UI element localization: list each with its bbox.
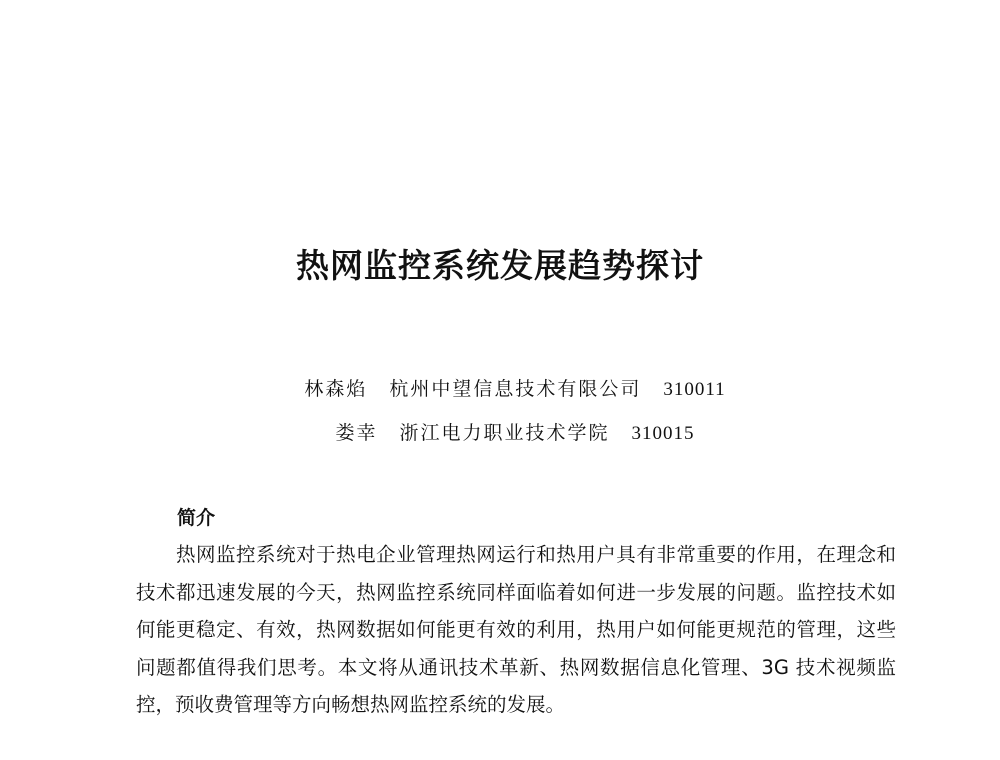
- abstract-body: 热网监控系统对于热电企业管理热网运行和热用户具有非常重要的作用，在理念和技术都迅速发展的今天，热网监控系统同样面临着如何进一步发展的问题。监控技术如何能更稳定、有效，热网数据如何能更有效的利用，热用户如何能更规范的管理，这些问题都值得我们思考。本文将从通讯技术革新、热网数据信息化管理、3G 技术视频监控，预收费管理等方向畅想热网监控系统的发展。: [136, 543, 896, 716]
- author-affiliation: 杭州中望信息技术有限公司: [389, 378, 642, 400]
- abstract-heading: 简介: [177, 507, 216, 529]
- paper-title: 热网监控系统发展趋势探讨: [296, 246, 704, 285]
- author-name: 林森焰: [304, 378, 368, 400]
- author-name: 娄幸: [335, 422, 378, 444]
- author-affiliation: 浙江电力职业技术学院: [399, 422, 610, 444]
- author-line-2: [0, 418, 1000, 445]
- author-line-1: [0, 374, 1000, 401]
- author-postcode: 310015: [631, 423, 695, 444]
- author-postcode: 310011: [663, 379, 726, 400]
